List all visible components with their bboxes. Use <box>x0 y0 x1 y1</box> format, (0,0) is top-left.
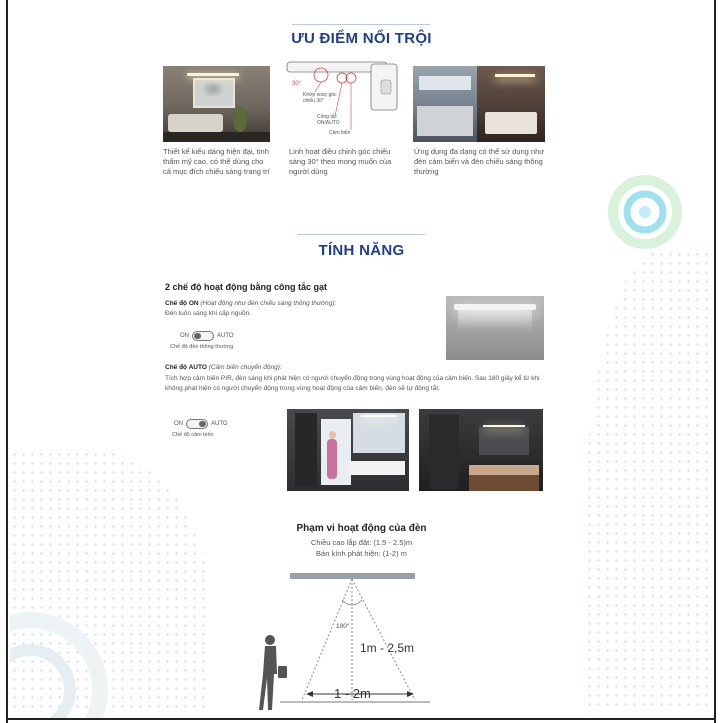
angle-100-label: 100° <box>336 623 350 630</box>
mode-auto-text: Tích hợp cảm biến PIR, đèn sáng khi phát hiện có người chuyển động trong vùng hoạt động của cảm biến. Sau 180 giây kể từ khi không phát hiện có người chuyển động trong vùng hoạt động của cảm biến, đèn sẽ tự động tắt. <box>165 375 540 392</box>
kitchen-bedroom-photo <box>413 66 545 142</box>
install-height: Chiều cao lắp đặt: (1.5 - 2.5)m <box>310 538 413 547</box>
angle-caption: Khớp xoay góc chiếu 30° <box>303 92 337 104</box>
modes-subtitle: 2 chế độ hoạt động bằng công tắc gạt <box>165 282 328 292</box>
switch-auto-label-2: AUTO <box>211 421 228 427</box>
mode-auto-title: Chế độ AUTO <box>165 364 207 371</box>
lamp-angle-diagram <box>285 58 400 144</box>
switch-auto-label: AUTO <box>217 333 234 339</box>
decorative-dots-right <box>585 250 710 710</box>
dark-bathroom-photo <box>419 409 543 491</box>
section2-rule <box>297 234 425 235</box>
switch2-caption: Chế độ cảm biến <box>172 432 214 438</box>
radius-range-label: 1 - 2m <box>334 686 371 701</box>
col2-description: Linh hoạt điều chỉnh góc chiếu sáng 30° theo mong muốn của người dùng <box>289 147 392 176</box>
mode-on-text: Đèn luôn sáng khi cấp nguồn. <box>165 310 252 317</box>
mode-on-note: (Hoạt động như đèn chiếu sáng thông thường): <box>200 300 337 307</box>
mode-auto-note: (Cảm biến chuyển động): <box>208 364 282 371</box>
mode-on-title: Chế độ ON <box>165 300 199 307</box>
section1-rule <box>292 24 430 25</box>
section1-title: ƯU ĐIỂM NỔI TRỘI <box>291 30 432 47</box>
height-range-label: 1m - 2,5m <box>360 641 415 655</box>
lamp-photo <box>446 296 544 360</box>
toggle-switch-auto-icon <box>186 419 208 429</box>
switch-caption: Công tắc ON/AUTO <box>317 114 340 126</box>
bottom-border <box>6 718 716 720</box>
living-room-photo <box>163 66 270 142</box>
col3-description: Ứng dụng đa dạng có thể sử dụng như đèn cảm biến và đèn chiếu sáng thông thường <box>414 147 545 176</box>
switch-auto-toggle <box>174 419 228 429</box>
decorative-arc-icon <box>10 590 120 718</box>
bathroom-sensor-photo <box>287 409 409 491</box>
switch1-caption: Chế độ đèn thông thường <box>170 344 234 350</box>
range-title: Phạm vi hoạt động của đèn <box>296 523 427 534</box>
decorative-ring-icon <box>600 172 690 252</box>
left-border <box>6 0 8 723</box>
switch-on-label-2: ON <box>174 421 183 427</box>
sensor-caption: Cảm biến <box>329 130 351 136</box>
right-border <box>714 0 716 723</box>
mode-on-line <box>165 300 435 308</box>
toggle-switch-icon <box>192 331 214 341</box>
switch-on-toggle <box>180 331 234 341</box>
section2-title: TÍNH NĂNG <box>318 242 405 259</box>
mode-auto-line <box>165 364 465 372</box>
switch-on-label: ON <box>180 333 189 339</box>
detection-radius: Bán kính phát hiện: (1-2) m <box>316 549 407 558</box>
angle-label: 30° <box>292 81 302 87</box>
col1-description: Thiết kế kiểu dáng hiện đại, tinh thẩm mỹ cao, có thể dùng cho cả mục đích chiếu sáng trang trí <box>163 147 270 176</box>
